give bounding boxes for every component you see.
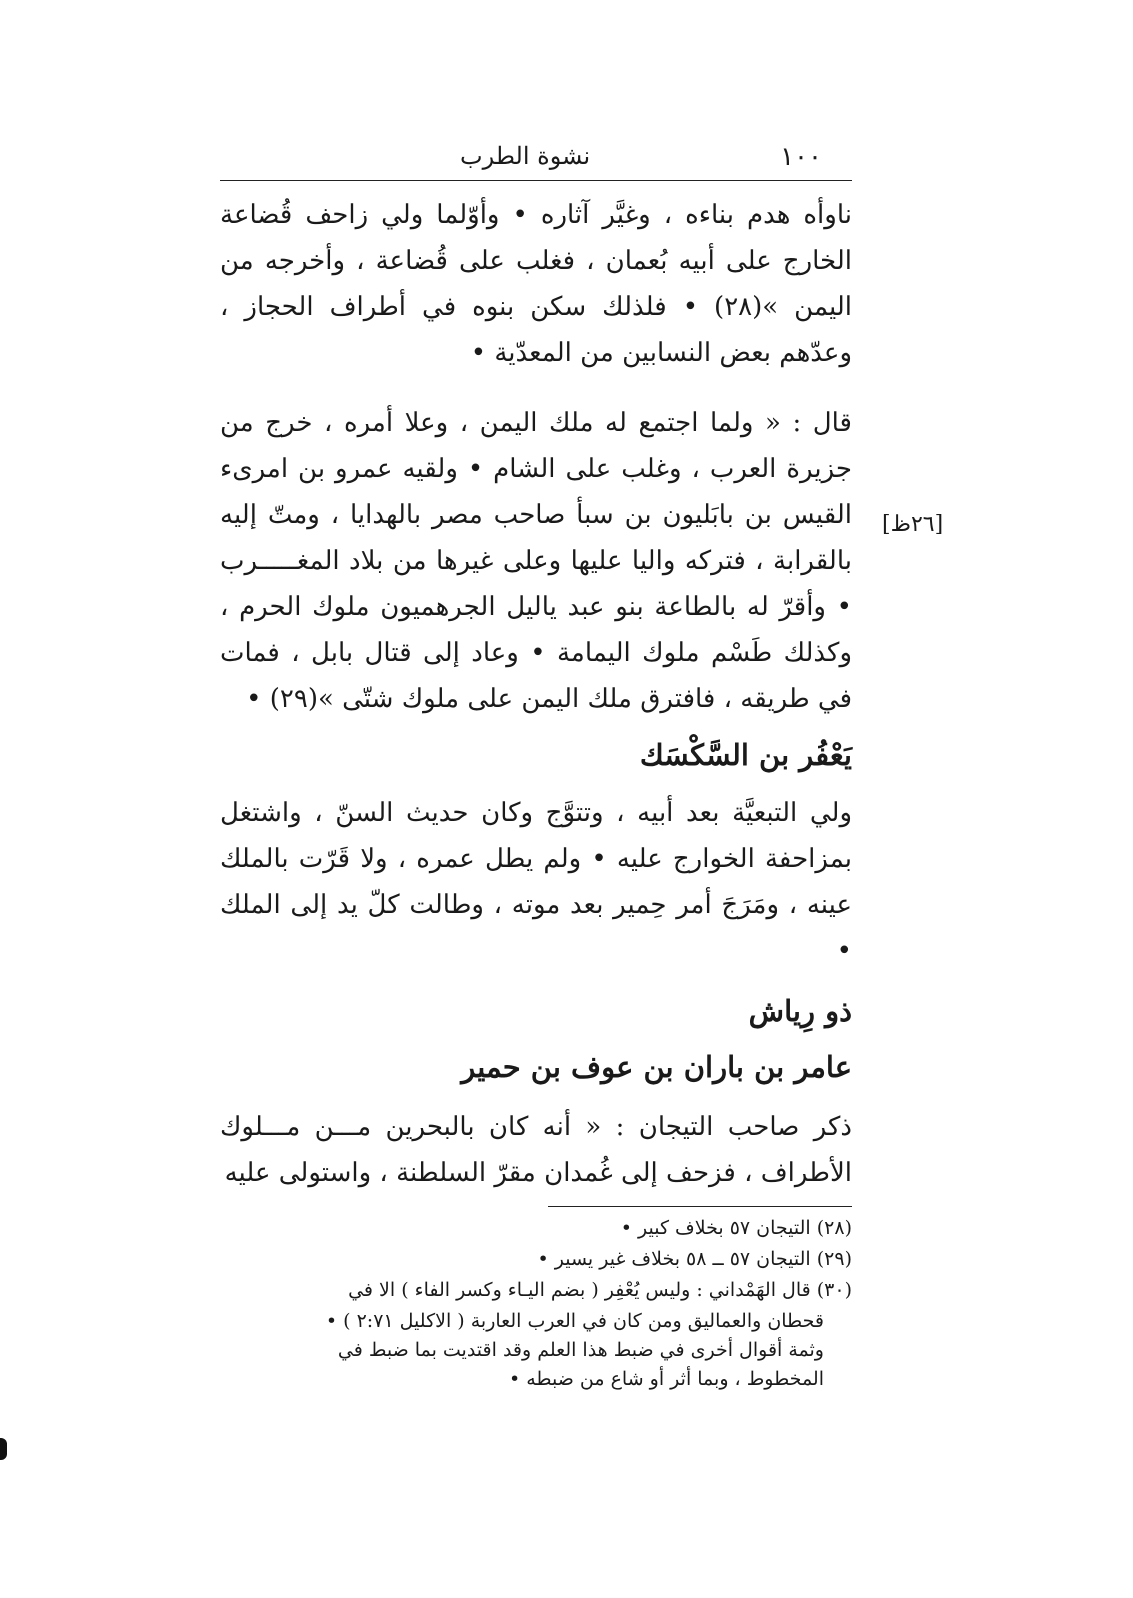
running-title: نشوة الطرب <box>460 142 591 170</box>
footnote-29: (٢٩) التيجان ٥٧ ــ ٥٨ بخلاف غير يسير • <box>537 1248 852 1270</box>
footnotes <box>220 1212 852 1394</box>
paragraph-text: قال : « ولما اجتمع له ملك اليمن ، وعلا أمره ، خرج من جزيرة العرب ، وغلب على الشام • ولقيه عمرو بن امرىء القيس بن بابَليون بن سبأ صاحب مصر بالهدايا ، ومتّ إليه بالقرابة ، فتركه واليا عليها وعلى غيرها من بلاد المغـــــرب • وأقرّ له بالطاعة بنو عبد ياليل الجرهميون ملوك الحرم ، وكذلك طَسْم ملوك اليمامة • وعاد إلى قتال بابل ، فمات في طريقه ، فافترق ملك اليمن على ملوك شتّى »(٢٩) • <box>220 408 852 714</box>
section-heading-amir: عامر بن باران بن عوف بن حمير <box>461 1050 852 1084</box>
section-heading-yafur: يَعْفُر بن السَّكْسَك <box>639 738 852 772</box>
paragraph-1 <box>220 192 852 376</box>
section-heading-dhu-riyash: ذو رِياش <box>748 994 852 1028</box>
paragraph-text: ولي التبعيَّة بعد أبيه ، وتتوَّج وكان حديث السنّ ، واشتغل بمزاحفة الخوارج عليه • ولم يطل عمره ، ولا قَرّت بالملك عينه ، ومَرَجَ أمر حِمير بعد موته ، وطالت كلّ يد إلى الملك • <box>220 798 852 966</box>
header-rule <box>220 180 852 181</box>
paragraph-4 <box>220 1104 852 1196</box>
footnote-rule <box>548 1206 852 1207</box>
paragraph-text: ناوأه هدم بناءه ، وغيَّر آثاره • وأوّلما ولي زاحف قُضاعة الخارج على أبيه بُعمان ، فغلب على قُضاعة ، وأخرجه من اليمن »(٢٨) • فلذلك سكن بنوه في أطراف الحجاز ، وعدّهم بعض النسابين من المعدّية • <box>220 200 852 368</box>
footnote-28: (٢٨) التيجان ٥٧ بخلاف كبير • <box>620 1217 852 1239</box>
scan-edge-mark <box>0 1438 7 1460</box>
paragraph-3 <box>220 790 852 974</box>
footnote-30: (٣٠) قال الهَمْداني : وليس يُعْفِر ( بضم اليـاء وكسر الفاء ) الا في <box>348 1279 852 1301</box>
folio-margin-note: [٢٦ظ] <box>882 512 944 537</box>
footnote-30-continuation: قحطان والعماليق ومن كان في العرب العاربة ( الاكليل ٢:٧١ ) • <box>325 1310 824 1332</box>
page-header <box>220 140 852 180</box>
footnote-30-continuation: المخطوط ، وبما أثر أو شاع من ضبطه • <box>508 1368 824 1390</box>
page-number: ١٠٠ <box>780 142 822 172</box>
paragraph-2 <box>220 400 852 722</box>
footnote-30-continuation: وثمة أقوال أخرى في ضبط هذا العلم وقد اقتديت بما ضبط في <box>337 1339 824 1361</box>
paragraph-text: ذكر صاحب التيجان : « أنه كان بالبحرين مـــن مـــلوك الأطراف ، فزحف إلى غُمدان مقرّ السلطنة ، واستولى عليه <box>220 1112 852 1188</box>
